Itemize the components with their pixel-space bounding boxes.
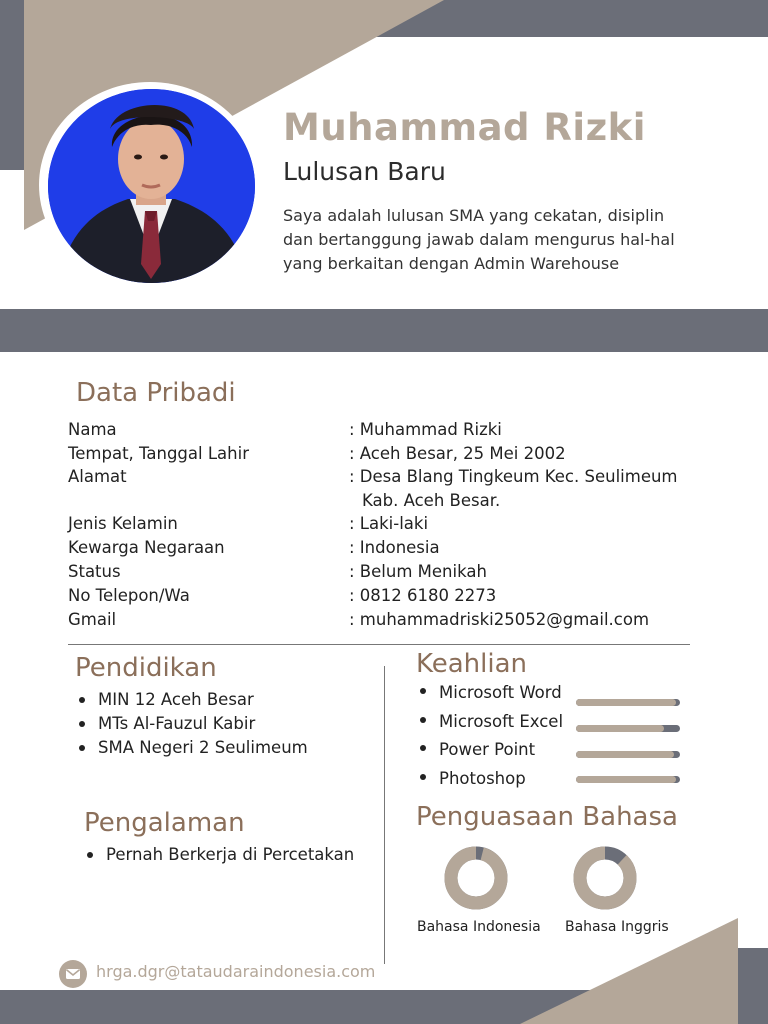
list-item: MIN 12 Aceh Besar (76, 688, 308, 712)
personal-value-gmail: : muhammadriski25052@gmail.com (349, 610, 650, 629)
personal-value-alamat-line2: Kab. Aceh Besar. (362, 491, 501, 510)
summary-line: dan bertanggung jawab dalam mengurus hal-hal (283, 230, 675, 249)
personal-label-nama: Nama (68, 420, 117, 439)
skill-bar-fill (576, 776, 676, 783)
skill-bar-fill (576, 699, 676, 706)
education-list (76, 688, 308, 760)
skill-bar-powerpoint (576, 751, 680, 758)
personal-value-ttl: : Aceh Besar, 25 Mei 2002 (349, 444, 566, 463)
skill-item: Microsoft Excel (417, 708, 563, 737)
skill-bar-excel (576, 725, 680, 732)
profile-summary (283, 204, 703, 276)
language-label-indonesia: Bahasa Indonesia (417, 919, 541, 935)
donut-fill (580, 853, 630, 903)
summary-line: Saya adalah lulusan SMA yang cekatan, disiplin (283, 206, 665, 225)
skills-list (417, 679, 563, 793)
footer-email[interactable]: hrga.dgr@tataudaraindonesia.com (96, 962, 376, 981)
portrait-illustration (48, 89, 255, 283)
section-title-skills: Keahlian (416, 649, 528, 679)
job-title: Lulusan Baru (283, 157, 446, 186)
personal-value-kewarganegaraan: : Indonesia (349, 538, 440, 557)
skill-item: Power Point (417, 736, 563, 765)
skill-bar-fill (576, 725, 664, 732)
personal-label-alamat: Alamat (68, 467, 127, 486)
language-donut-indonesia (443, 845, 509, 911)
skill-item: Photoshop (417, 765, 563, 794)
donut-fill (451, 853, 501, 903)
personal-value-alamat: : Desa Blang Tingkeum Kec. Seulimeum (349, 467, 678, 486)
list-item: Pernah Berkerja di Percetakan (84, 843, 354, 867)
section-title-languages: Penguasaan Bahasa (416, 802, 678, 832)
skill-bar-word (576, 699, 680, 706)
personal-label-ttl: Tempat, Tanggal Lahir (68, 444, 249, 463)
personal-label-gmail: Gmail (68, 610, 117, 629)
section-title-personal: Data Pribadi (76, 378, 236, 408)
personal-label-jenis-kelamin: Jenis Kelamin (68, 514, 178, 533)
personal-label-status: Status (68, 562, 121, 581)
section-title-education: Pendidikan (75, 653, 217, 683)
column-divider-vertical (384, 666, 385, 964)
language-label-inggris: Bahasa Inggris (565, 919, 669, 935)
list-item: SMA Negeri 2 Seulimeum (76, 736, 308, 760)
bottom-right-bar (738, 948, 768, 1024)
summary-line: yang berkaitan dengan Admin Warehouse (283, 254, 620, 273)
personal-value-jenis-kelamin: : Laki-laki (349, 514, 429, 533)
language-donut-inggris (572, 845, 638, 911)
personal-value-telepon: : 0812 6180 2273 (349, 586, 497, 605)
section-title-experience: Pengalaman (84, 808, 245, 838)
personal-label-kewarganegaraan: Kewarga Negaraan (68, 538, 225, 557)
profile-photo (48, 89, 255, 283)
skill-item: Microsoft Word (417, 679, 563, 708)
skill-bar-photoshop (576, 776, 680, 783)
top-left-bar (0, 0, 24, 170)
full-name: Muhammad Rizki (283, 106, 646, 149)
list-item: MTs Al-Fauzul Kabir (76, 712, 308, 736)
middle-band (0, 309, 768, 352)
section-divider-horizontal (68, 644, 690, 645)
experience-list (84, 843, 354, 867)
personal-value-nama: : Muhammad Rizki (349, 420, 502, 439)
envelope-icon (59, 960, 87, 988)
skill-bar-fill (576, 751, 674, 758)
personal-label-telepon: No Telepon/Wa (68, 586, 190, 605)
personal-value-status: : Belum Menikah (349, 562, 487, 581)
